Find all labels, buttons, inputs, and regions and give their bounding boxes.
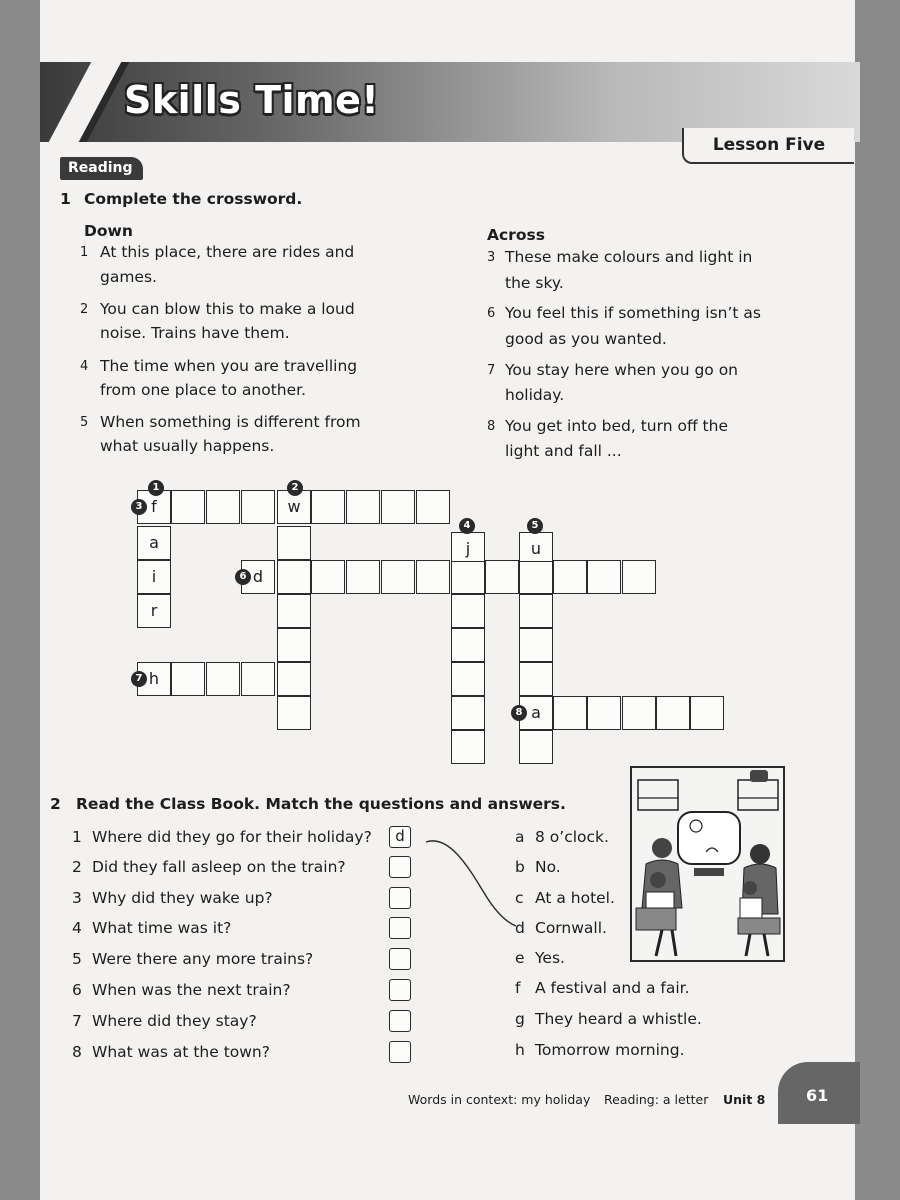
crossword-cell[interactable] (451, 730, 485, 764)
crossword-cell[interactable] (277, 628, 311, 662)
crossword-marker: 3 (131, 499, 147, 515)
crossword-cell[interactable] (451, 628, 485, 662)
crossword-cell[interactable] (416, 560, 450, 594)
crossword-cell[interactable] (346, 560, 380, 594)
crossword-cell[interactable] (587, 560, 621, 594)
crossword-cell[interactable]: u (519, 532, 553, 562)
crossword-cell[interactable]: f (137, 490, 171, 524)
clue-text: noise. Trains have them. (100, 324, 290, 342)
crossword-cell[interactable] (519, 628, 553, 662)
crossword-cell[interactable] (622, 696, 656, 730)
answer-box[interactable] (389, 887, 411, 909)
answer-item: a 8 o’clock. (515, 828, 609, 846)
answer-box[interactable] (389, 1010, 411, 1032)
clue-text: light and fall ... (505, 442, 622, 460)
question-item: 5 Were there any more trains? (72, 950, 314, 968)
crossword-marker: 4 (459, 518, 475, 534)
crossword-cell[interactable] (622, 560, 656, 594)
footer-unit: Unit 8 (723, 1092, 766, 1107)
answer-box[interactable] (389, 917, 411, 939)
crossword-cell[interactable] (241, 662, 275, 696)
clue-text: what usually happens. (100, 437, 275, 455)
crossword-cell[interactable] (277, 594, 311, 628)
answer-item: f A festival and a fair. (515, 979, 690, 997)
clue-text: games. (100, 268, 157, 286)
crossword-cell[interactable]: d (241, 560, 275, 594)
clue-number: 7 (487, 363, 496, 378)
crossword-cell[interactable] (587, 696, 621, 730)
crossword-marker: 5 (527, 518, 543, 534)
answer-box[interactable] (389, 948, 411, 970)
exercise-2-instruction: Read the Class Book. Match the questions and answers. (76, 795, 566, 813)
clue-number: 5 (80, 415, 89, 430)
question-item: 2 Did they fall asleep on the train? (72, 858, 346, 876)
crossword-cell[interactable] (241, 490, 275, 524)
clue-text: You feel this if something isn’t as (505, 304, 762, 322)
crossword-cell[interactable] (451, 560, 485, 594)
page-title: Skills Time! (124, 78, 380, 122)
clue-text: The time when you are travelling (100, 357, 358, 375)
clue-text: These make colours and light in (505, 248, 753, 266)
crossword-cell[interactable] (311, 560, 345, 594)
clue-text: You can blow this to make a loud (100, 300, 355, 318)
crossword-cell[interactable] (381, 560, 415, 594)
answer-item: h Tomorrow morning. (515, 1041, 685, 1059)
crossword-cell[interactable] (451, 696, 485, 730)
crossword-cell[interactable]: a (137, 526, 171, 560)
crossword-cell[interactable] (690, 696, 724, 730)
answer-box[interactable] (389, 856, 411, 878)
crossword-cell[interactable] (277, 662, 311, 696)
exercise-2-number: 2 (50, 795, 61, 813)
crossword-cell[interactable] (451, 662, 485, 696)
crossword-cell[interactable] (519, 594, 553, 628)
example-match-line (420, 830, 520, 930)
train-illustration (630, 766, 785, 962)
question-item: 1 Where did they go for their holiday? (72, 828, 372, 846)
question-item: 3 Why did they wake up? (72, 889, 273, 907)
clue-number: 6 (487, 306, 496, 321)
clue-text: You get into bed, turn off the (505, 417, 728, 435)
clue-number: 1 (80, 245, 89, 260)
crossword-cell[interactable] (346, 490, 380, 524)
crossword-cell[interactable] (553, 696, 587, 730)
exercise-1-number: 1 (60, 190, 71, 208)
lesson-label: Lesson Five (682, 128, 854, 164)
crossword-cell[interactable] (206, 662, 240, 696)
crossword-cell[interactable]: r (137, 594, 171, 628)
crossword-cell[interactable] (416, 490, 450, 524)
crossword-cell[interactable]: h (137, 662, 171, 696)
question-item: 8 What was at the town? (72, 1043, 270, 1061)
crossword-marker: 1 (148, 480, 164, 496)
crossword-marker: 8 (511, 705, 527, 721)
answer-box[interactable]: d (389, 826, 411, 848)
answer-item: e Yes. (515, 949, 565, 967)
crossword-marker: 6 (235, 569, 251, 585)
clue-number: 3 (487, 250, 496, 265)
crossword-cell[interactable] (277, 696, 311, 730)
page-number: 61 (806, 1086, 829, 1105)
question-item: 6 When was the next train? (72, 981, 291, 999)
answer-item: g They heard a whistle. (515, 1010, 702, 1028)
crossword-cell[interactable] (519, 560, 553, 594)
crossword-cell[interactable] (277, 526, 311, 560)
crossword-cell[interactable] (171, 490, 205, 524)
crossword-marker: 2 (287, 480, 303, 496)
clue-number: 8 (487, 419, 496, 434)
crossword-cell[interactable] (311, 490, 345, 524)
clue-text: holiday. (505, 386, 565, 404)
clue-text: When something is different from (100, 413, 361, 431)
crossword-cell[interactable] (171, 662, 205, 696)
exercise-1-instruction: Complete the crossword. (84, 190, 303, 208)
crossword-cell[interactable]: j (451, 532, 485, 562)
question-item: 7 Where did they stay? (72, 1012, 257, 1030)
answer-item: c At a hotel. (515, 889, 615, 907)
crossword-cell[interactable] (381, 490, 415, 524)
crossword-marker: 7 (131, 671, 147, 687)
crossword-cell[interactable]: i (137, 560, 171, 594)
crossword-cell[interactable]: a (519, 696, 553, 730)
clue-text: good as you wanted. (505, 330, 667, 348)
answer-box[interactable] (389, 979, 411, 1001)
train-family-illustration (632, 768, 783, 960)
clue-text: from one place to another. (100, 381, 307, 399)
crossword-cell[interactable] (451, 594, 485, 628)
footer-reading: Reading: a letter (604, 1092, 709, 1107)
answer-item: b No. (515, 858, 561, 876)
crossword-cell[interactable] (519, 730, 553, 764)
crossword-cell[interactable] (553, 560, 587, 594)
clue-number: 2 (80, 302, 89, 317)
clue-number: 4 (80, 359, 89, 374)
question-item: 4 What time was it? (72, 919, 232, 937)
crossword-cell[interactable]: w (277, 490, 311, 524)
crossword-cell[interactable] (656, 696, 690, 730)
across-heading: Across (487, 226, 545, 244)
answer-box[interactable] (389, 1041, 411, 1063)
crossword-cell[interactable] (206, 490, 240, 524)
crossword-cell[interactable] (485, 560, 519, 594)
down-heading: Down (84, 222, 133, 240)
footer-words-in-context: Words in context: my holiday (408, 1092, 591, 1107)
section-badge: Reading (60, 157, 143, 180)
clue-text: At this place, there are rides and (100, 243, 355, 261)
clue-text: the sky. (505, 274, 564, 292)
answer-item: d Cornwall. (515, 919, 607, 937)
crossword-cell[interactable] (519, 662, 553, 696)
crossword-cell[interactable] (277, 560, 311, 594)
clue-text: You stay here when you go on (505, 361, 738, 379)
